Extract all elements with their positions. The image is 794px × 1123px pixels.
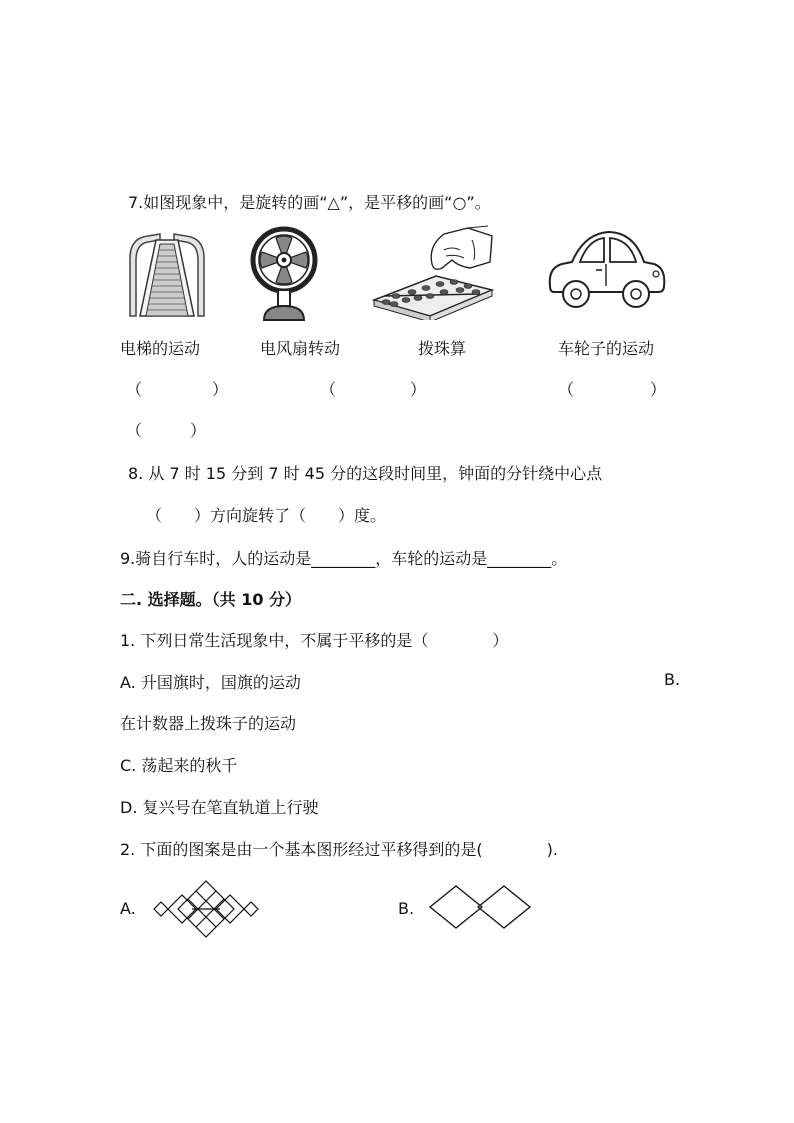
pattern-a-image[interactable] — [152, 880, 260, 938]
paren-open: （ — [320, 380, 337, 399]
c1-question: 1. 下列日常生活现象中，不属于平移的是（ ） — [120, 631, 509, 650]
c1-option-d[interactable]: D. 复兴号在笔直轨道上行驶 — [120, 798, 319, 817]
car-image — [544, 228, 668, 314]
q7-question: 7.如图现象中，是旋转的画“△”，是平移的画“○”。 — [128, 193, 491, 212]
c1-option-b-letter[interactable]: B. — [664, 670, 681, 689]
abacus-image — [372, 224, 494, 320]
caption-escalator: 电梯的运动 — [120, 339, 201, 358]
caption-fan: 电风扇转动 — [260, 339, 341, 358]
c2-option-a-label[interactable]: A. — [120, 899, 136, 918]
q8-line2: （ ）方向旋转了（ ）度。 — [146, 506, 387, 525]
paren-close: ） — [212, 380, 229, 399]
caption-car: 车轮子的运动 — [558, 339, 655, 358]
electric-fan-image — [246, 226, 322, 322]
q8-line1: 8. 从 7 时 15 分到 7 时 45 分的这段时间里，钟面的分针绕中心点 — [128, 464, 603, 483]
c1-option-c[interactable]: C. 荡起来的秋千 — [120, 756, 238, 775]
paren-open: （ — [126, 421, 143, 440]
pattern-b-image[interactable] — [428, 884, 534, 930]
c1-option-a[interactable]: A. 升国旗时，国旗的运动 — [120, 673, 301, 692]
paren-close: ） — [190, 421, 207, 440]
q9-question: 9.骑自行车时，人的运动是________，车轮的运动是________。 — [120, 549, 568, 568]
paren-open: （ — [558, 380, 575, 399]
c2-option-b-label[interactable]: B. — [398, 899, 415, 918]
caption-abacus: 拨珠算 — [418, 339, 467, 358]
paren-close: ） — [410, 380, 427, 399]
paren-close: ） — [650, 380, 667, 399]
c1-option-b-text[interactable]: 在计数器上拨珠子的运动 — [120, 714, 297, 733]
paren-open: （ — [126, 380, 143, 399]
escalator-image — [126, 228, 208, 320]
c2-question: 2. 下面的图案是由一个基本图形经过平移得到的是( ). — [120, 840, 558, 859]
section-title: 二. 选择题。（共 10 分） — [120, 590, 302, 609]
